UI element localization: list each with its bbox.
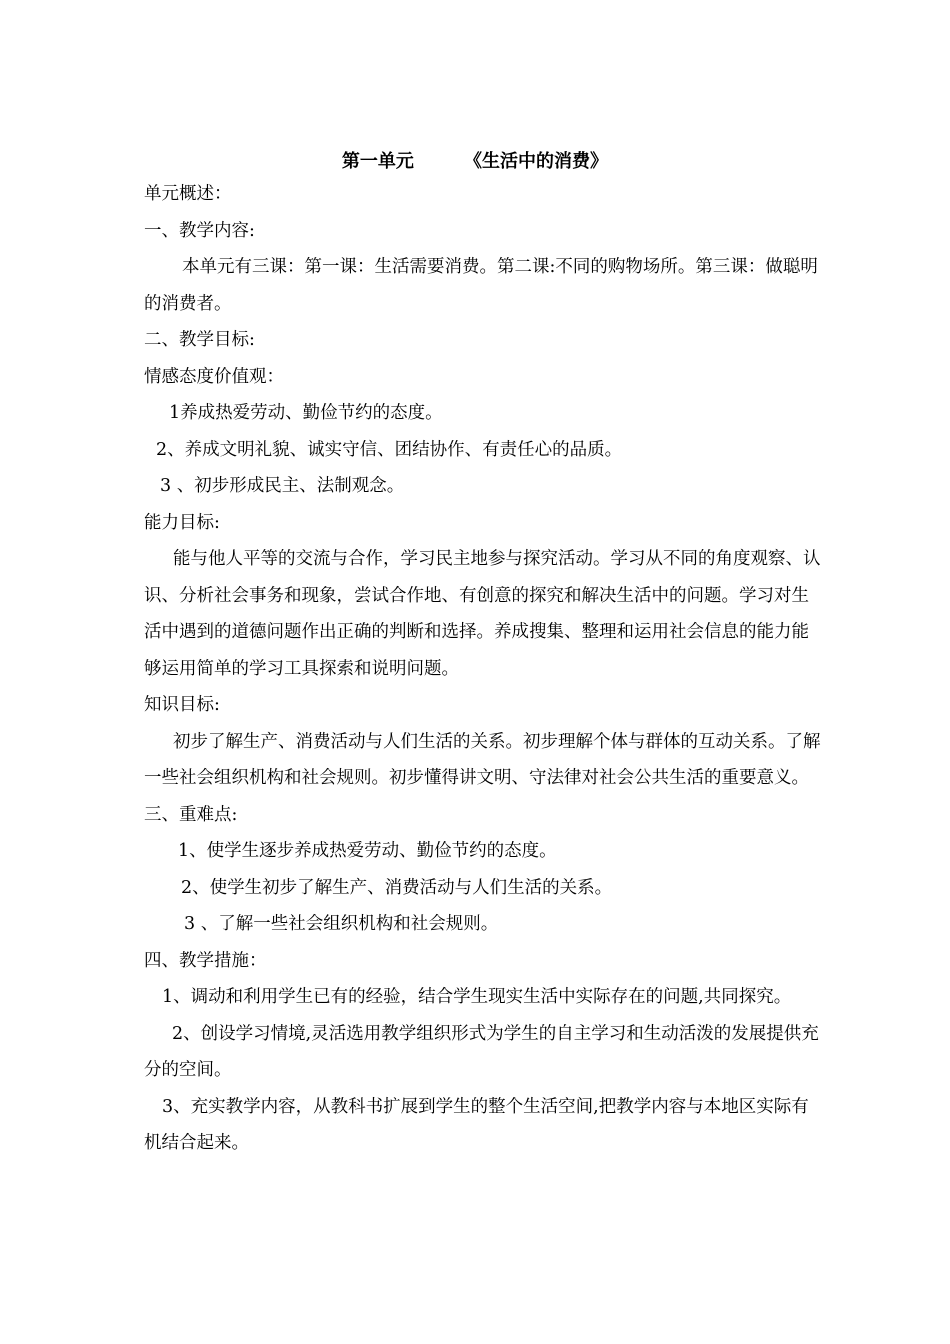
document-body (144, 176, 824, 1162)
list-item-key-point-3: 3 、了解一些社会组织机构和社会规则。 (184, 914, 499, 934)
list-item-emotional-2: 2、养成文明礼貌、诚实守信、团结协作、有责任心的品质。 (156, 439, 623, 460)
unit-overview-heading: 单元概述： (144, 184, 232, 204)
list-item-key-point-1: 1、使学生逐步养成热爱劳动、勤俭节约的态度。 (178, 841, 557, 861)
list-item-emotional-3: 3 、初步形成民主、法制观念。 (160, 476, 405, 496)
subheading-ability-goals: 能力目标: (144, 512, 220, 533)
list-item-key-point-2: 2、使学生初步了解生产、消费活动与人们生活的关系。 (181, 877, 613, 898)
subheading-emotional-values: 情感态度价值观： (144, 366, 284, 387)
list-item-emotional-1: 1养成热爱劳动、勤俭节约的态度。 (169, 403, 443, 423)
list-item-measure-2: 2、创设学习情境,灵活选用教学组织形式为学生的自主学习和生动活泼的发展提供充分的空间。 (144, 1023, 819, 1080)
list-item-measure-3: 3、充实教学内容，从教科书扩展到学生的整个生活空间,把教学内容与本地区实际有机结合起来。 (144, 1096, 809, 1153)
subheading-knowledge-goals: 知识目标: (144, 695, 220, 715)
section-heading-teaching-goals: 二、教学目标: (144, 330, 255, 350)
paragraph-teaching-content: 本单元有三课：第一课：生活需要消费。第二课:不同的购物场所。第三课：做聪明的消费者。 (144, 257, 818, 314)
section-heading-teaching-content: 一、教学内容: (144, 220, 255, 241)
section-heading-teaching-measures: 四、教学措施： (144, 950, 267, 971)
paragraph-ability-goals: 能与他人平等的交流与合作，学习民主地参与探究活动。学习从不同的角度观察、认识、分析社会事务和现象，尝试合作地、有创意的探究和解决生活中的问题。学习对生活中遇到的道德问题作出正确的判断和选择。养成搜集、整理和运用社会信息的能力能够运用简单的学习工具探索和说明问题。 (144, 549, 821, 679)
section-heading-key-points: 三、重难点: (144, 804, 238, 825)
paragraph-knowledge-goals: 初步了解生产、消费活动与人们生活的关系。初步理解个体与群体的互动关系。了解一些社会组织机构和社会规则。初步懂得讲文明、守法律对社会公共生活的重要意义。 (144, 731, 821, 788)
unit-title: 第一单元 《生活中的消费》 (341, 151, 609, 172)
list-item-measure-1: 1、调动和利用学生已有的经验，结合学生现实生活中实际存在的问题,共同探究。 (162, 987, 792, 1007)
